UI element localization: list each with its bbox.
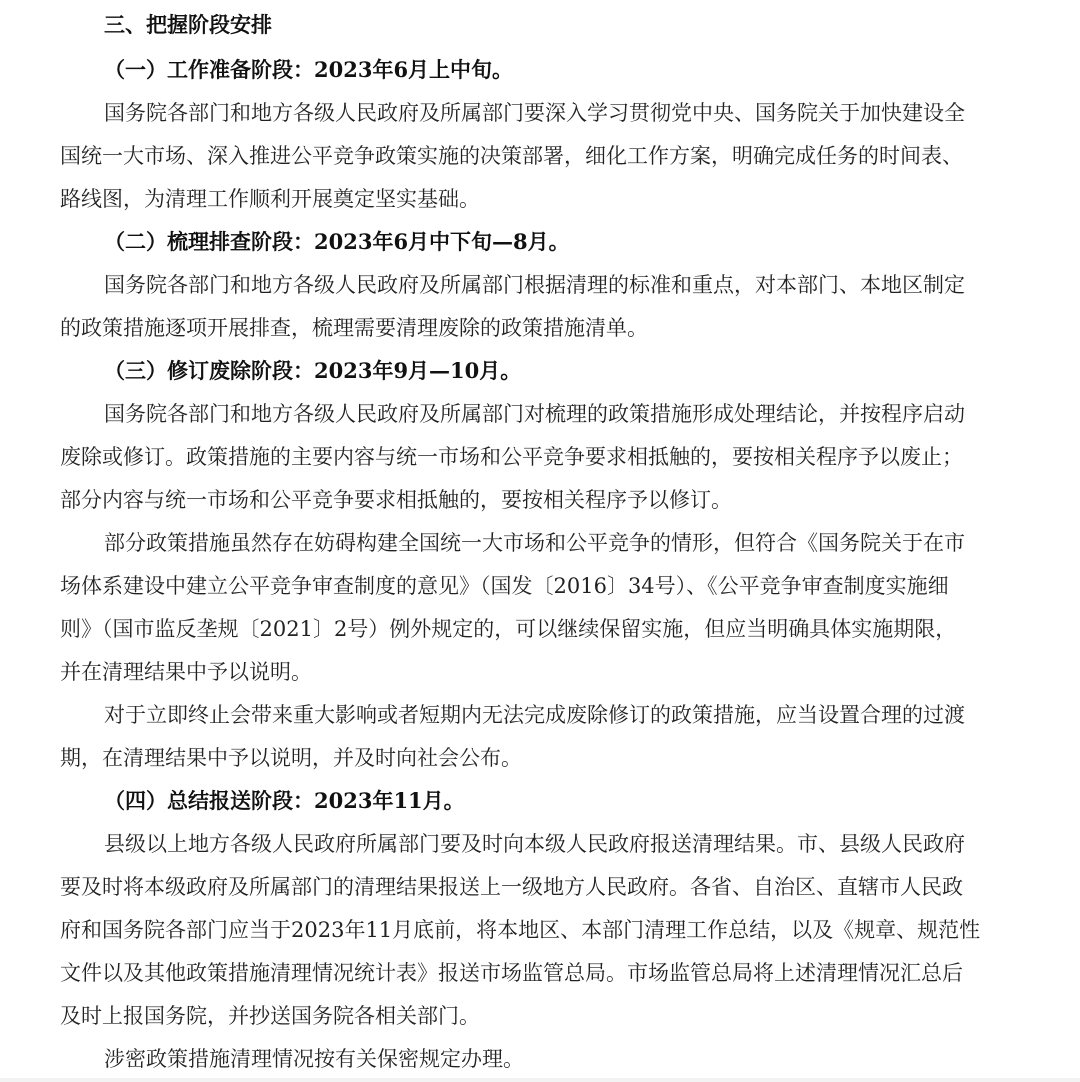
section-heading: 三、把握阶段安排 [104, 12, 272, 37]
stage4-line-5: 及时上报国务院，并抄送国务院各相关部门。 [60, 1004, 480, 1028]
stage1-line-1: 国务院各部门和地方各级人民政府及所属部门要深入学习贯彻党中央、国务院关于加快建设全 [104, 101, 965, 125]
stage3-para2-line-1: 部分政策措施虽然存在妨碍构建全国统一大市场和公平竞争的情形，但符合《国务院关于在市 [104, 531, 965, 555]
stage2-line-1: 国务院各部门和地方各级人民政府及所属部门根据清理的标准和重点，对本部门、本地区制定 [104, 273, 965, 297]
stage2-line-2: 的政策措施逐项开展排查，梳理需要清理废除的政策措施清单。 [60, 316, 648, 340]
stage3-title: （三）修订废除阶段：2023年9月—10月。 [104, 358, 522, 383]
stage4-line-1: 县级以上地方各级人民政府所属部门要及时向本级人民政府报送清理结果。市、县级人民政府 [104, 832, 965, 856]
stage4-title: （四）总结报送阶段：2023年11月。 [104, 788, 465, 813]
stage3-para3-line-1: 对于立即终止会带来重大影响或者短期内无法完成废除修订的政策措施，应当设置合理的过渡 [104, 703, 965, 727]
stage3-para2-line-2: 场体系建设中建立公平竞争审查制度的意见》（国发〔2016〕34号）、《公平竞争审查制度实施细 [60, 574, 949, 598]
stage1-title: （一）工作准备阶段：2023年6月上中旬。 [104, 57, 514, 82]
stage4-line-4: 文件以及其他政策措施清理情况统计表》报送市场监管总局。市场监管总局将上述清理情况汇总后 [60, 961, 963, 985]
stage4-para2-line-1: 涉密政策措施清理情况按有关保密规定办理。 [104, 1047, 524, 1071]
stage3-line-2: 废除或修订。政策措施的主要内容与统一市场和公平竞争要求相抵触的，要按相关程序予以废止； [60, 445, 963, 469]
stage3-para2-line-3: 则》（国市监反垄规〔2021〕2号）例外规定的，可以继续保留实施，但应当明确具体实施期限， [60, 617, 957, 641]
page-bottom-edge [0, 1078, 1080, 1082]
stage4-line-2: 要及时将本级政府及所属部门的清理结果报送上一级地方人民政府。各省、自治区、直辖市人民政 [60, 875, 963, 899]
stage3-line-3: 部分内容与统一市场和公平竞争要求相抵触的，要按相关程序予以修订。 [60, 488, 732, 512]
stage3-line-1: 国务院各部门和地方各级人民政府及所属部门对梳理的政策措施形成处理结论，并按程序启动 [104, 402, 965, 426]
stage1-line-3: 路线图，为清理工作顺利开展奠定坚实基础。 [60, 187, 480, 211]
stage3-para3-line-2: 期，在清理结果中予以说明，并及时向社会公布。 [60, 746, 522, 770]
stage2-title: （二）梳理排查阶段：2023年6月中下旬—8月。 [104, 229, 570, 254]
stage3-para2-line-4: 并在清理结果中予以说明。 [60, 660, 312, 684]
stage1-line-2: 国统一大市场、深入推进公平竞争政策实施的决策部署，细化工作方案，明确完成任务的时间表、 [60, 144, 963, 168]
stage4-line-3: 府和国务院各部门应当于2023年11月底前，将本地区、本部门清理工作总结，以及《规章、规范性 [60, 918, 981, 942]
